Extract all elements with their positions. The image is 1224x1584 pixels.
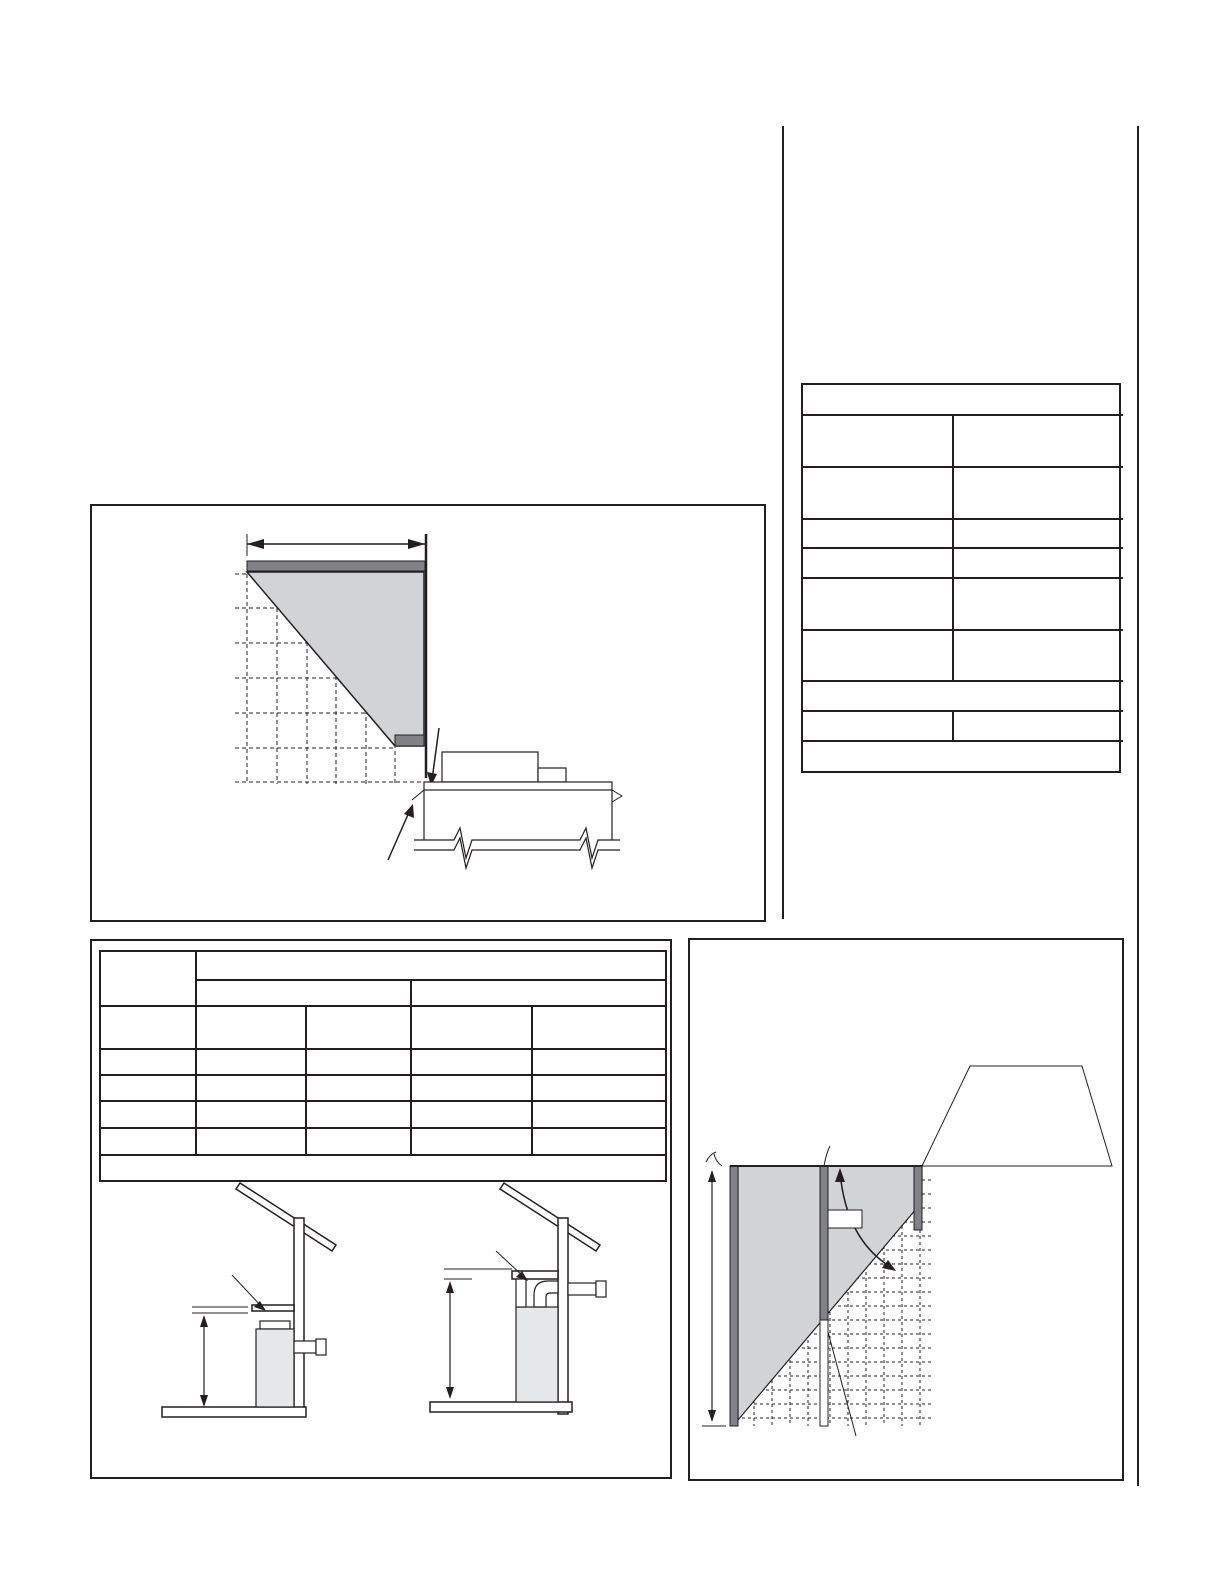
ceiling-clearance-right-drawing	[420, 1181, 680, 1481]
hearth-clearance-figure	[688, 938, 1124, 1481]
mantle-clearance-drawing	[92, 506, 768, 924]
clearance-table-grid	[100, 951, 666, 1181]
ceiling-clearance-left-drawing	[152, 1181, 412, 1481]
hearth-clearance-drawing	[690, 940, 1126, 1483]
mantle-clearance-figure	[90, 504, 766, 922]
right-column-table-grid	[803, 385, 1123, 775]
ceiling-clearance-figure	[90, 939, 672, 1479]
column-divider-center	[782, 126, 784, 919]
column-divider-right	[1137, 126, 1139, 1486]
right-column-table	[801, 383, 1121, 773]
